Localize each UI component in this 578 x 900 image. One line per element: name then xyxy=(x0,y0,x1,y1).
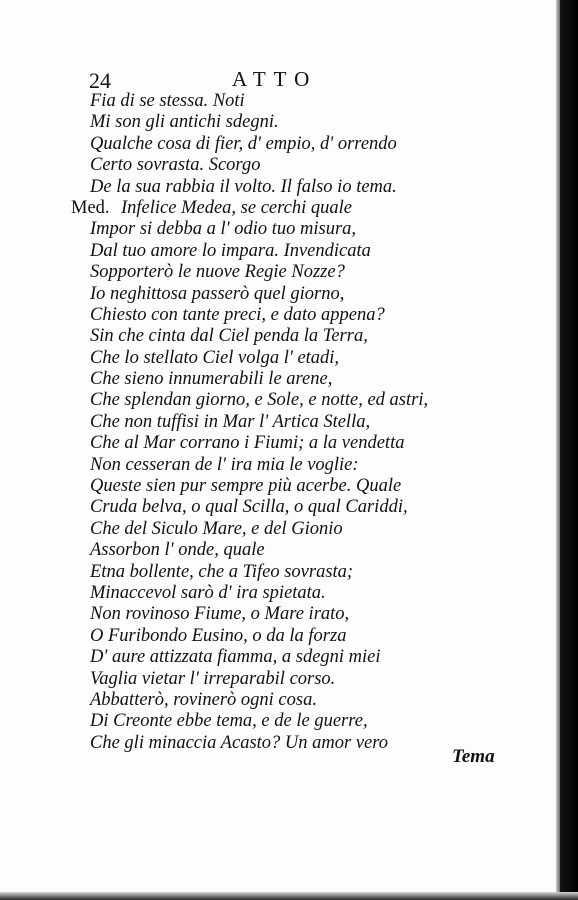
verse-line xyxy=(0,711,560,732)
verse-line xyxy=(0,690,560,711)
verse-line xyxy=(0,390,560,411)
verse-text: Non rovinoso Fiume, o Mare irato, xyxy=(90,604,350,625)
verse-line xyxy=(0,647,560,668)
verse-line xyxy=(0,540,560,561)
verse-line xyxy=(0,604,560,625)
speaker-label: Med. xyxy=(71,197,110,218)
verse-line xyxy=(0,583,560,604)
verse-text: Che sieno innumerabili le arene, xyxy=(90,369,333,390)
page-bottom-edge xyxy=(0,892,578,900)
verse-text: Impor si debba a l' odio tuo misura, xyxy=(90,219,357,240)
verse-line xyxy=(0,305,560,326)
verse-text: Sin che cinta dal Ciel penda la Terra, xyxy=(90,326,368,347)
verse-text: Chiesto con tante preci, e dato appena? xyxy=(90,304,385,325)
verse-text: Non cesseran de l' ira mia le voglie: xyxy=(90,454,359,475)
verse-text: O Furibondo Eusino, o da la forza xyxy=(90,625,347,646)
verse-line xyxy=(0,155,560,176)
verse-text: Infelice Medea, se cerchi quale xyxy=(121,197,352,218)
verse-line xyxy=(0,455,560,476)
verse-text: Queste sien pur sempre più acerbe. Quale xyxy=(90,476,402,497)
verse-line xyxy=(0,262,560,283)
verse-line xyxy=(0,177,560,198)
verse-text: Cruda belva, o qual Scilla, o qual Cariddi, xyxy=(90,497,408,518)
verse-text: Che del Siculo Mare, e del Gionio xyxy=(90,518,343,539)
verse-text: Abbatterò, rovinerò ogni cosa. xyxy=(90,689,317,710)
verse-line xyxy=(0,412,560,433)
verse-line xyxy=(0,219,560,240)
verse-text: Dal tuo amore lo impara. Invendicata xyxy=(90,240,371,261)
verse-text: Che non tuffisi in Mar l' Artica Stella, xyxy=(90,411,371,432)
verse-text: Qualche cosa di fier, d' empio, d' orrendo xyxy=(90,133,397,154)
verse-line xyxy=(0,284,560,305)
verse-text: De la sua rabbia il volto. Il falso io tema. xyxy=(90,176,397,197)
verse-text: Che al Mar corrano i Fiumi; a la vendetta xyxy=(90,433,405,454)
verse-line xyxy=(0,134,560,155)
verse-line xyxy=(0,91,560,112)
verse-text: Fia di se stessa. Noti xyxy=(90,91,245,111)
verse-text: D' aure attizzata fiamma, a sdegni miei xyxy=(90,647,381,668)
verse-block xyxy=(0,91,560,754)
verse-line xyxy=(0,369,560,390)
verse-text: Vaglia vietar l' irreparabil corso. xyxy=(90,668,336,689)
verse-line xyxy=(0,326,560,347)
verse-text: Io neghittosa passerò quel giorno, xyxy=(90,283,345,304)
running-head: ATTO xyxy=(232,67,318,91)
verse-line xyxy=(0,519,560,540)
binding-edge xyxy=(556,0,560,900)
verse-text: Di Creonte ebbe tema, e de le guerre, xyxy=(90,711,368,732)
page-number: 24 xyxy=(89,68,111,93)
verse-text: Che splendan giorno, e Sole, e notte, ed astri, xyxy=(90,390,429,411)
verse-line xyxy=(0,497,560,518)
verse-line xyxy=(0,198,560,219)
verse-text: Mi son gli antichi sdegni. xyxy=(90,112,279,133)
verse-line xyxy=(0,348,560,369)
verse-line xyxy=(0,669,560,690)
verse-line xyxy=(0,241,560,262)
verse-line xyxy=(0,562,560,583)
verse-text: Etna bollente, che a Tifeo sovrasta; xyxy=(90,561,354,582)
verse-text: Minaccevol sarò d' ira spietata. xyxy=(90,582,326,603)
verse-text: Che gli minaccia Acasto? Un amor vero xyxy=(90,732,389,753)
verse-line xyxy=(0,626,560,647)
catchword: Tema xyxy=(452,746,495,767)
verse-line xyxy=(0,433,560,454)
verse-text: Assorbon l' onde, quale xyxy=(90,540,265,561)
verse-text: Sopporterò le nuove Regie Nozze? xyxy=(90,262,345,283)
verse-text: Certo sovrasta. Scorgo xyxy=(90,155,261,176)
verse-line xyxy=(0,112,560,133)
verse-text: Che lo stellato Ciel volga l' etadi, xyxy=(90,347,340,368)
verse-line xyxy=(0,476,560,497)
